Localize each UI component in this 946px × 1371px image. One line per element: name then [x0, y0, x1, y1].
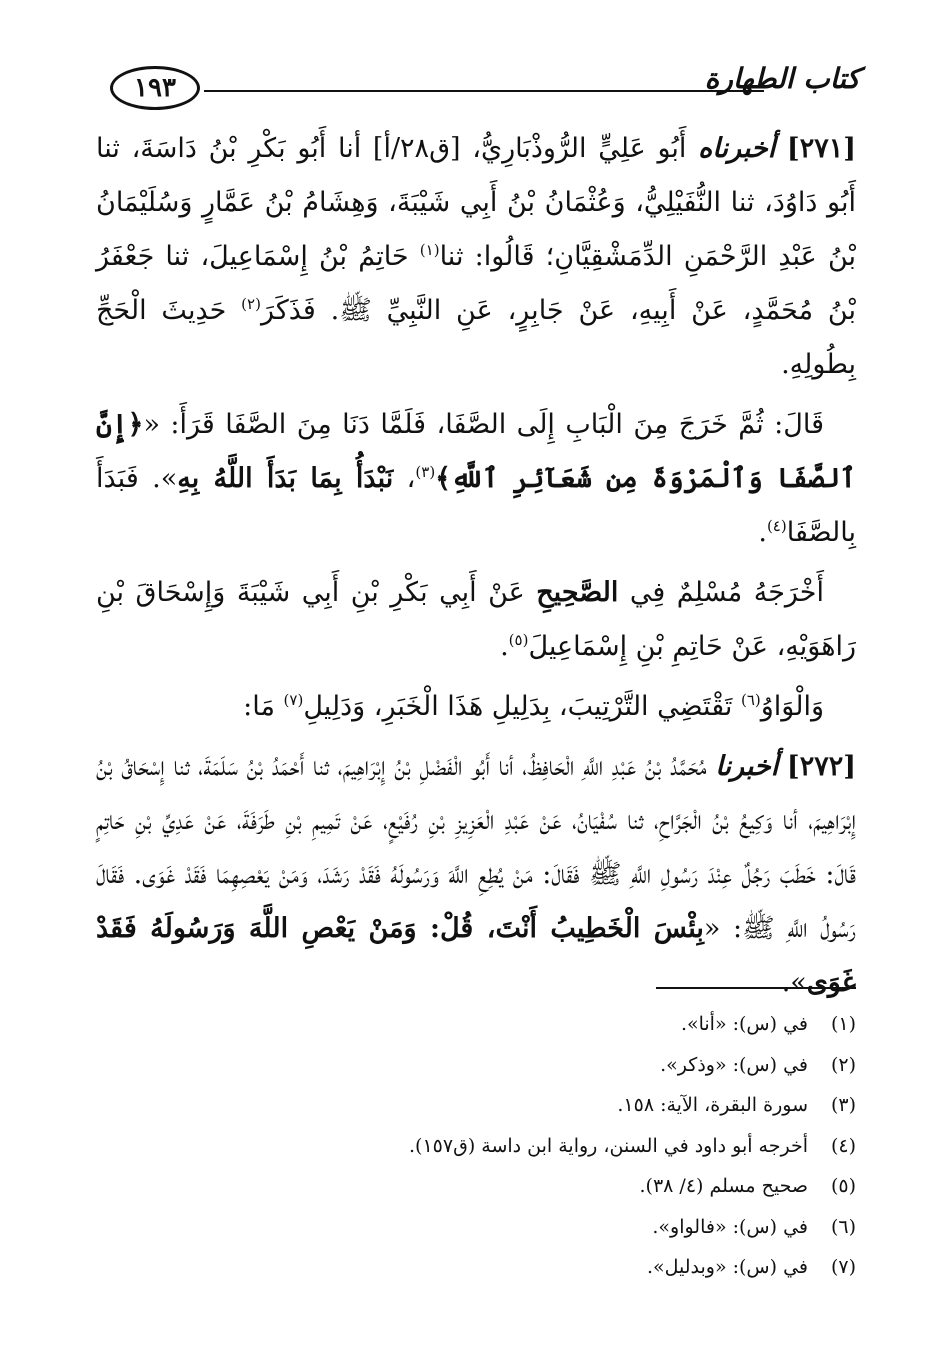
hadith-271 [96, 122, 856, 392]
paragraph-text: ، [393, 463, 416, 494]
paragraph-text: ». فَبَدَأَ بِالصَّفَا [96, 463, 856, 548]
quran-verse: ﴿إِنَّ ٱلصَّفَا وَٱلْمَرْوَةَ مِن شَعَآئِرِ ٱللَّهِ﴾ [96, 409, 857, 494]
page-number-badge: ١٩٣ [110, 66, 200, 110]
hadith-text: مُحَمَّدُ بْنُ عَبْدِ اللَّهِ الْحَافِظُ، أنا أَبُو الْفَضْلِ بْنُ إِبْرَاهِيمَ، ثنا أَحْمَدُ بْنُ سَلَمَةَ، ثنا إِسْحَاقُ بْنُ إِبْرَاهِيمَ، أنا وَكِيعُ بْنُ الْجَرَّاحِ، ثنا سُفْيَانُ، عَنْ عَبْدِ الْعَزِيزِ بْنِ رُفَيْعٍ، عَنْ تَمِيمِ بْنِ طَرَفَةَ، عَنْ عَدِيِّ بْنِ حَاتِمٍ قَالَ: خَطَبَ رَجُلٌ عِنْدَ رَسُولِ اللَّهِ ﷺ فَقَالَ: مَنْ يُطِعِ اللَّهَ وَرَسُولَهُ فَقَدْ رَشَدَ، وَمَنْ يَعْصِهِمَا فَقَدْ غَوَى. فَقَالَ رَسُولُ اللَّهِ ﷺ: « [96, 751, 856, 944]
footnote-item [96, 1166, 856, 1207]
footnote-text: في (س): «فالواو». [652, 1215, 808, 1238]
footnote-ref[interactable]: (٢) [241, 295, 261, 313]
footnote-item [96, 1247, 856, 1288]
footnote-ref[interactable]: (٥) [508, 631, 529, 649]
footnote-item [96, 1045, 856, 1086]
sahih-word: الصَّحِيحِ [536, 577, 619, 608]
hadith-text: أَبُو عَلِيٍّ الرُّوذْبَارِيُّ، [ق٢٨/أ] أنا أَبُو بَكْرِ بْنُ دَاسَةَ، ثنا أَبُو دَاوُدَ، ثنا النُّفَيْلِيُّ، وَعُثْمَانُ بْنُ أَبِي شَيْبَةَ، وَهِشَامُ بْنُ عَمَّارٍ وَسُلَيْمَانُ بْنُ عَبْدِ الرَّحْمَنِ الدِّمَشْقِيَّانِ؛ قَالُوا: ثنا [96, 133, 857, 272]
hadith-number: [٢٧١] [786, 133, 856, 164]
footnote-text: في (س): «وبدليل». [646, 1256, 808, 1278]
footnote-item [96, 1207, 856, 1248]
main-text [96, 122, 856, 1016]
footnote-ref[interactable]: (٦) [740, 691, 761, 709]
footnotes-list [96, 1004, 856, 1288]
footnote-text: في (س): «وذكر». [660, 1053, 808, 1076]
footnote-text: صحيح مسلم (٤/ ٣٨). [639, 1175, 808, 1197]
running-title: كتاب الطهارة [704, 62, 860, 95]
footnote-item [96, 1004, 856, 1045]
footnote-text: سورة البقرة، الآية: ١٥٨. [617, 1094, 808, 1116]
hadith-number: [٢٧٢] [786, 751, 856, 782]
footnote-number: (٥) [830, 1175, 856, 1197]
hadith-text: ». [781, 967, 807, 998]
paragraph-text: تَقْتَضِي التَّرْتِيبَ، بِدَلِيلِ هَذَا الْخَبَرِ، وَدَلِيلِ [303, 691, 741, 722]
footnote-number: (٣) [830, 1094, 856, 1116]
paragraph-text: أَخْرَجَهُ مُسْلِمٌ فِي [618, 577, 824, 608]
paragraph-text: . [758, 517, 767, 548]
hadith-text: حَدِيثَ الْحَجِّ بِطُولِهِ. [96, 295, 856, 380]
header-rule [204, 90, 764, 92]
footnote-ref[interactable]: (٤) [766, 517, 787, 535]
paragraph-text: مَا: [243, 691, 284, 722]
page-header [100, 58, 860, 114]
footnote-item [96, 1085, 856, 1126]
akhbarana-word: أخبرنا [715, 751, 779, 782]
akhrajahu-paragraph [96, 566, 856, 674]
qala-paragraph [96, 398, 856, 560]
paragraph-text: قَالَ: ثُمَّ خَرَجَ مِنَ الْبَابِ إِلَى الصَّفَا، فَلَمَّا دَنَا مِنَ الصَّفَا قَرَأَ: « [143, 409, 824, 440]
paragraph-text: وَالْوَاوُ [760, 691, 824, 722]
footnote-item [96, 1126, 856, 1167]
paragraph-text: . [500, 631, 509, 662]
footnote-text: أخرجه أبو داود في السنن، رواية ابن داسة (ق١٥٧). [409, 1134, 808, 1157]
hadith-272 [96, 740, 856, 1010]
footnote-ref[interactable]: (١) [419, 241, 440, 259]
footnote-number: (٧) [830, 1256, 856, 1278]
paragraph-text: عَنْ أَبِي بَكْرِ بْنِ أَبِي شَيْبَةَ وَإِسْحَاقَ بْنِ رَاهَوَيْهِ، عَنْ حَاتِمِ بْنِ إِسْمَاعِيلَ [96, 577, 856, 662]
hadith-text: حَاتِمُ بْنُ إِسْمَاعِيلَ، ثنا جَعْفَرُ بْنُ مُحَمَّدٍ، عَنْ أَبِيهِ، عَنْ جَابِرٍ، عَنِ النَّبِيِّ ﷺ. فَذَكَرَ [96, 241, 856, 326]
footnote-text: في (س): «أنا». [680, 1013, 808, 1035]
footnote-number: (٦) [830, 1215, 856, 1238]
footnote-number: (٤) [830, 1134, 856, 1157]
akhbarana-word: أخبرناه [698, 133, 776, 164]
footnote-number: (١) [830, 1013, 856, 1035]
prophetic-quote: بِئْسَ الْخَطِيبُ أَنْتَ، قُلْ: وَمَنْ يَعْصِ اللَّهَ وَرَسُولَهُ فَقَدْ غَوَى [96, 913, 856, 998]
prophetic-quote: نَبْدَأُ بِمَا بَدَأَ اللَّهُ بِهِ [177, 463, 394, 494]
waw-paragraph [96, 680, 856, 734]
footnote-ref[interactable]: (٧) [283, 691, 304, 709]
footnote-number: (٢) [830, 1053, 856, 1076]
footnote-separator [656, 987, 856, 989]
footnote-ref[interactable]: (٣) [415, 463, 436, 481]
